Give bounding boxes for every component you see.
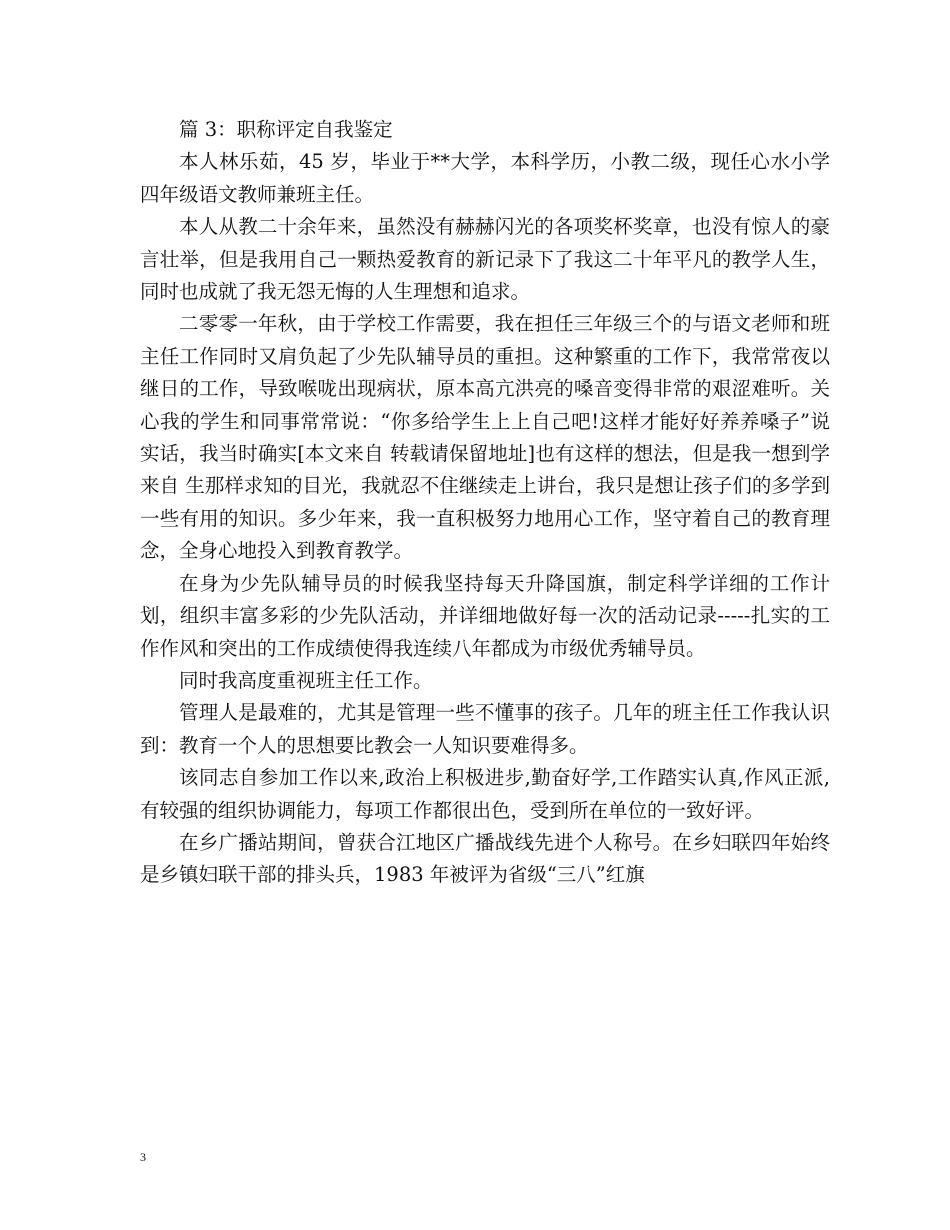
paragraph: 二零零一年秋，由于学校工作需要，我在担任三年级三个的与语文老师和班主任工作同时又肩负起了少先队辅导员的重担。这种繁重的工作下，我常常夜以继日的工作，导致喉咙出现病状，原本高亢洪亮的嗓音变得非常的艰涩难听。关心我的学生和同事常常说：“你多给学生上上自己吧!这样才能好好养养嗓子”说实话，我当时确实[本文来自 转载请保留地址]也有这样的想法，但是我一想到学来自 生那样求知的目光，我就忍不住继续走上讲台，我只是想让孩子们的多学到一些有用的知识。多少年来，我一直积极努力地用心工作，坚守着自己的教育理念，全身心地投入到教育教学。 — [140, 312, 830, 563]
section-heading: 篇 3：职称评定自我鉴定 — [179, 118, 393, 141]
document-body — [140, 114, 830, 892]
page-number: 3 — [140, 1150, 146, 1164]
paragraph: 在身为少先队辅导员的时候我坚持每天升降国旗，制定科学详细的工作计划，组织丰富多彩的少先队活动，并详细地做好每一次的活动记录-----扎实的工作作风和突出的工作成绩使得我连续八年都成为市级优秀辅导员。 — [140, 571, 830, 660]
paragraph: 同时我高度重视班主任工作。 — [179, 668, 433, 692]
paragraph: 该同志自参加工作以来,政治上积极进步,勤奋好学,工作踏实认真,作风正派,有较强的组织协调能力，每项工作都很出色，受到所在单位的一致好评。 — [140, 766, 830, 822]
paragraph: 在乡广播站期间，曾获合江地区广播战线先进个人称号。在乡妇联四年始终是乡镇妇联干部的排头兵，1983 年被评为省级“三八”红旗 — [140, 830, 830, 887]
paragraph: 管理人是最难的，尤其是管理一些不懂事的孩子。几年的班主任工作我认识到：教育一个人的思想要比教会一人知识要难得多。 — [140, 701, 830, 757]
paragraph: 本人林乐茹，45 岁，毕业于**大学，本科学历，小教二级，现任心水小学四年级语文教师兼班主任。 — [140, 150, 830, 206]
paragraph: 本人从教二十余年来，虽然没有赫赫闪光的各项奖杯奖章，也没有惊人的豪言壮举，但是我用自己一颗热爱教育的新记录下了我这二十年平凡的教学人生，同时也成就了我无怨无悔的人生理想和追求。 — [140, 215, 830, 304]
